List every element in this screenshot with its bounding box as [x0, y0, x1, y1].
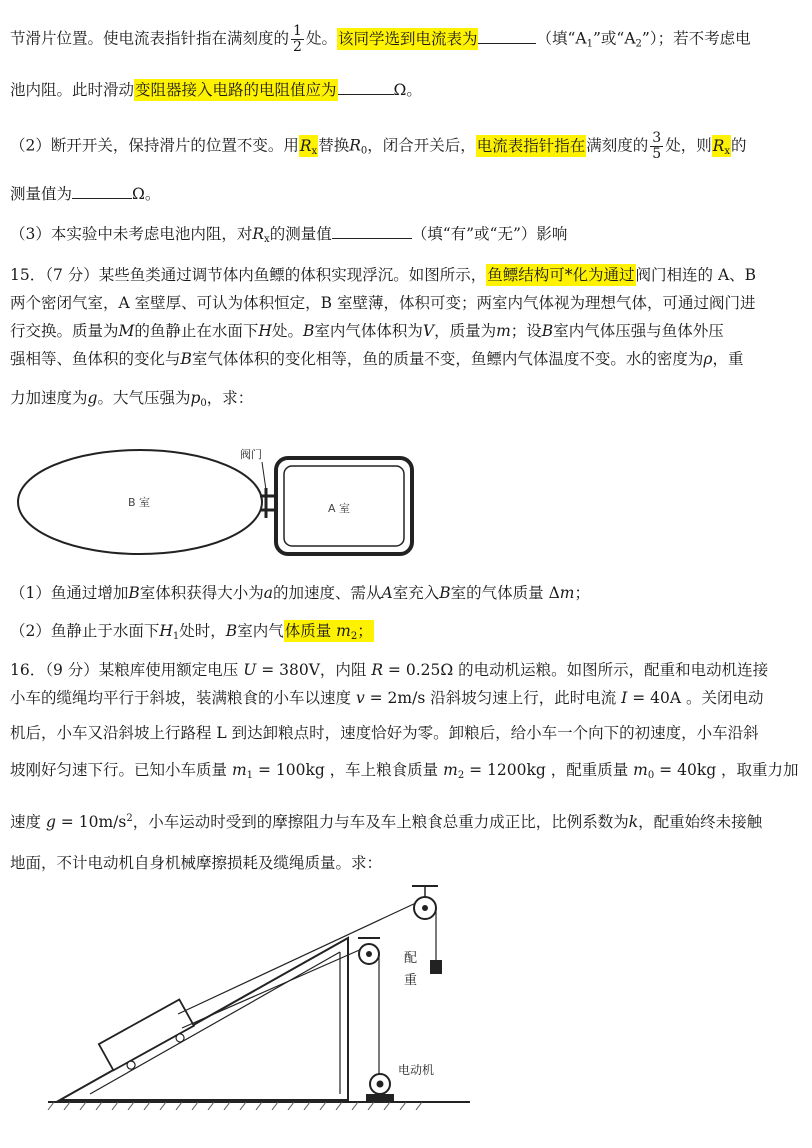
answer-blank [338, 78, 394, 95]
fraction-one-half: $\frac{1}{2}$ [293, 23, 302, 55]
b-room-label: B 室 [128, 496, 151, 509]
text-line-5: （3）本实验中未考虑电池内阻，对$R_x$的测量值 （填“有”或“无”）影响 [10, 222, 567, 251]
motor-hub [377, 1081, 384, 1088]
motor-base [366, 1094, 394, 1101]
counterweight-block [430, 960, 442, 974]
text-line-2: 池内阻。此时滑动变阻器接入电路的电阻值应为 Ω。 [10, 78, 422, 101]
text-line-9: 强相等、鱼体积的变化与B室气体体积的变化相等，鱼的质量不变，鱼鳔内气体温度不变。水的密度为ρ，重 [10, 350, 744, 368]
text-line-7: 两个密闭气室，A 室壁厚、可认为体积恒定，B 室壁薄，体积可变；两室内气体视为理想气体，可通过阀门进 [10, 294, 756, 312]
answer-blank [332, 222, 412, 239]
highlight: 变阻器接入电路的电阻值应为 [135, 81, 337, 99]
counterweight-label-1: 配 [404, 951, 418, 966]
mid-pulley-hub [366, 951, 372, 957]
text-line-10: 力加速度为g。大气压强为$p_0$，求： [10, 389, 254, 409]
swim-bladder-figure [0, 440, 420, 570]
text-line-11: （1）鱼通过增加B室体积获得大小为a的加速度、需从A室充入B室的气体质量 Δm； [10, 584, 590, 602]
text-line-15: 机后，小车又沿斜坡上行路程 L 到达卸粮点时，速度恰好为零。卸粮后，给小车一个向下的初速度，小车沿斜 [10, 724, 759, 742]
motor-label: 电动机 [398, 1063, 435, 1077]
incline-triangle [60, 938, 348, 1100]
incline-figure [0, 880, 480, 1120]
highlight: 该同学选到电流表为 [337, 29, 478, 48]
text-line-3: （2）断开开关，保持滑片的位置不变。用$R_x$替换$R_0$，闭合开关后，电流表指针指在满刻度的 $\frac{3}{5}$ 处，则$R_x$的 [10, 130, 747, 162]
ground-hatch [48, 1102, 422, 1110]
text-line-16: 坡刚好匀速下行。已知小车质量 $m_1 = 100kg$ ，车上粮食质量 $m_2 = 1200kg$ ，配重质量 $m_0 = 40kg$ ，取重力加 [10, 761, 799, 781]
cable-cart-to-mid-pulley [182, 948, 364, 1028]
valve-label: 阀门 [240, 448, 262, 461]
top-pulley-hub [422, 905, 428, 911]
text-line-6: 15．（7 分）某些鱼类通过调节体内鱼鳔的体积实现浮沉。如图所示，鱼鳔结构可*化为通过阀门相连的 A、B [10, 266, 757, 284]
text-line-14: 小车的缆绳均平行于斜坡，装满粮食的小车以速度 v = 2m/s 沿斜坡匀速上行，此时电流 I = 40A 。关闭电动 [10, 689, 764, 707]
text-line-17: 速度 $g = 10m/s^2$，小车运动时受到的摩擦阻力与车及车上粮食总重力成正比，比例系数为k，配重始终未接触 [10, 813, 763, 832]
text-line-13: 16．（9 分）某粮库使用额定电压 U = 380V，内阻 R = 0.25Ω 的电动机运粮。如图所示，配重和电动机连接 [10, 661, 769, 679]
answer-blank [478, 27, 536, 44]
highlight-rx: $R_x$ [712, 136, 731, 157]
text-line-1: 节滑片位置。使电流表指针指在满刻度的 $\frac{1}{2}$ 处。该同学选到电流表为 （填“$A_1$”或“$A_2$”）；若不考虑电 [10, 23, 751, 55]
highlight: 鱼鳔结构可*化为通过 [487, 266, 635, 284]
text-line-12: （2）鱼静止于水面下$H_1$处时，B室内气体质量 $m_2$； [10, 622, 373, 642]
text-line-8: 行交换。质量为M的鱼静止在水面下H处。B室内气体体积为V，质量为m；设B室内气体压强与鱼体外压 [10, 322, 724, 340]
highlight: 电流表指针指在 [476, 136, 586, 155]
highlight: 体质量 $m_2$； [284, 622, 373, 642]
incline-inner-edge [90, 952, 340, 1094]
a-room-label: A 室 [328, 502, 351, 515]
answer-blank [72, 182, 132, 199]
text-line-4: 测量值为 Ω。 [10, 182, 160, 205]
counterweight-label-2: 重 [404, 973, 418, 988]
fraction-three-fifths: $\frac{3}{5}$ [652, 130, 662, 162]
cable-cart-to-top-pulley [178, 902, 418, 1014]
highlight-rx: $R_x$ [299, 136, 318, 157]
valve-leader [262, 462, 266, 490]
text-line-18: 地面，不计电动机自身机械摩擦损耗及缆绳质量。求： [10, 854, 383, 872]
